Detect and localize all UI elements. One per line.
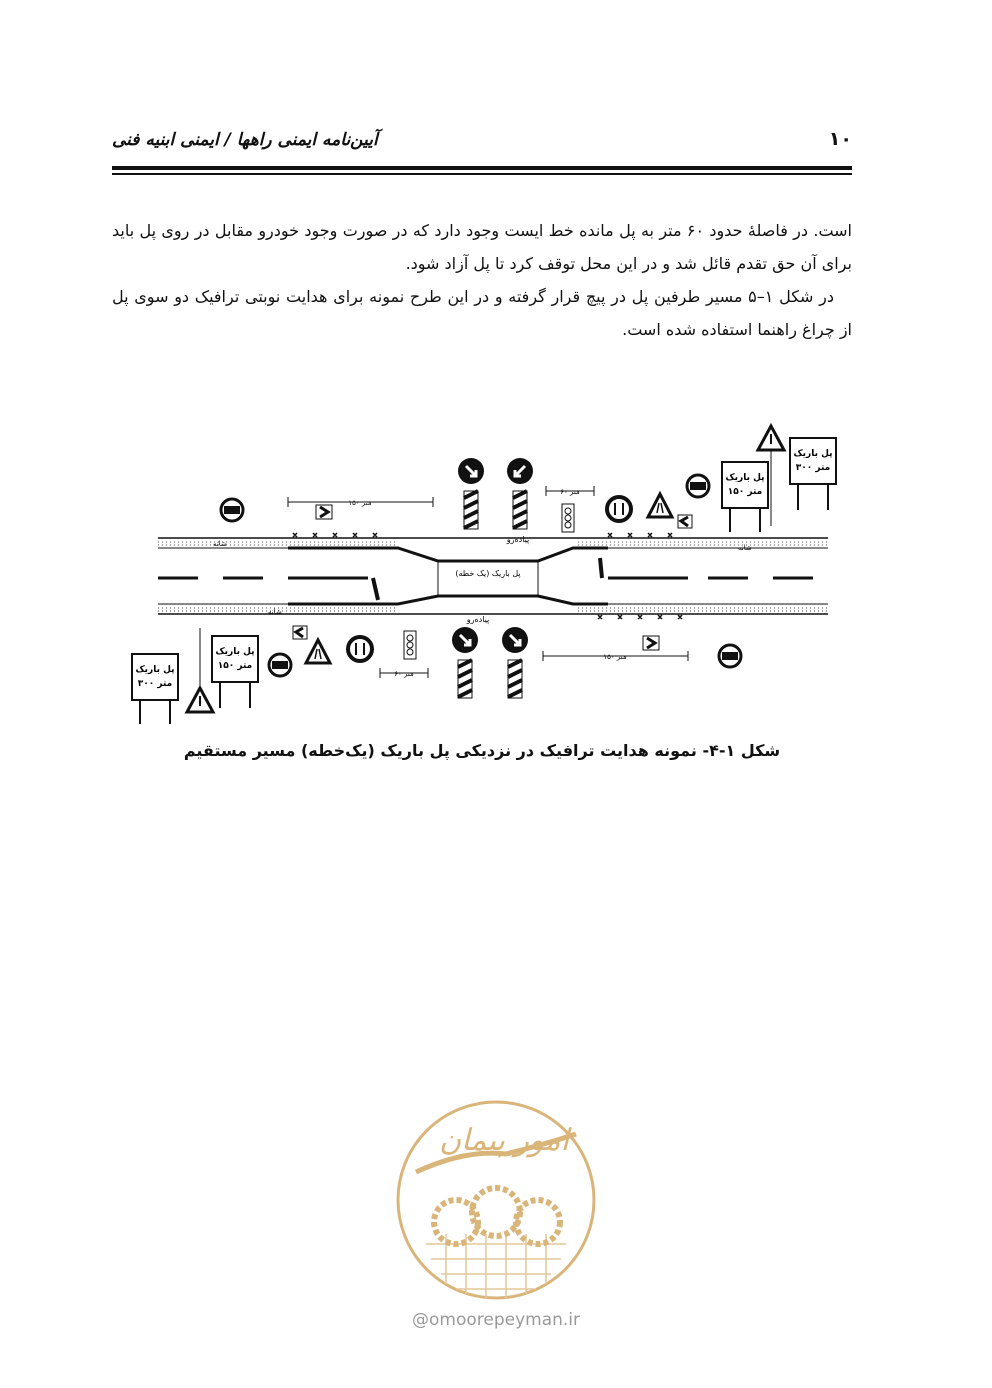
narrow-road-warning-bottom xyxy=(306,640,330,663)
dim-60-bottom-label: ۶۰ متر xyxy=(394,670,414,678)
shoulder-label-bottom: شانه xyxy=(268,608,282,616)
header-rule-thick xyxy=(112,166,852,170)
chevron-sign-top-left xyxy=(316,505,332,519)
narrow-bridge-300-bottom-line2: ۳۰۰ متر xyxy=(137,679,173,689)
bridge-label: پل باریک (یک خطه) xyxy=(455,569,521,578)
traffic-light-bottom xyxy=(404,631,416,659)
publisher-logo xyxy=(386,1094,606,1344)
narrow-bridge-150-sign-top xyxy=(722,462,768,532)
sidewalk-label-bottom: پیاده‌رو xyxy=(466,615,490,624)
narrow-bridge-150-top-line1: پل باریک xyxy=(725,473,765,483)
narrow-bridge-300-sign-bottom xyxy=(132,654,178,724)
page-number: ۱۰ xyxy=(828,128,852,150)
shoulder-label-top: شانه xyxy=(213,540,227,548)
bridge-traffic-figure xyxy=(128,418,833,730)
narrow-bridge-300-top-line1: پل باریک xyxy=(793,449,833,459)
page-header xyxy=(112,128,852,158)
priority-sign-bottom xyxy=(348,637,372,661)
dim-150-top-label: ۱۵۰ متر xyxy=(348,499,372,507)
narrow-bridge-300-sign-top xyxy=(790,438,836,510)
no-overtaking-sign-bottom-right xyxy=(719,645,741,667)
no-overtaking-sign-top-right xyxy=(687,475,709,497)
sidewalk-label-top: پیاده‌رو xyxy=(506,535,530,544)
logo-seal-icon xyxy=(386,1094,606,1306)
narrow-bridge-150-top-line2: ۱۵۰ متر xyxy=(727,487,763,497)
narrow-bridge-150-bottom-line1: پل باریک xyxy=(215,647,255,657)
general-warning-sign-bottom xyxy=(187,628,213,712)
paragraph-1: است. در فاصلهٔ حدود ۶۰ متر به پل مانده خط ایست وجود دارد که در صورت وجود خودرو مقابل در روی پل باید برای آن حق تقدم قائل شد و در این محل توقف کرد تا پل آزاد شود. xyxy=(112,221,853,273)
dim-150-bottom-label: ۱۵۰ متر xyxy=(603,653,627,661)
logo-website: @omoorepeyman.ir xyxy=(411,1310,581,1330)
narrow-bridge-150-sign-bottom xyxy=(212,636,258,708)
keep-left-sign-right-top xyxy=(507,458,533,529)
body-text xyxy=(112,214,852,346)
no-overtaking-sign-top-left xyxy=(221,499,243,521)
priority-sign-top xyxy=(607,497,631,521)
traffic-light-top xyxy=(562,504,574,532)
keep-right-sign-left-top xyxy=(458,458,484,529)
chevron-sign-top-right xyxy=(678,515,692,528)
chevron-sign-bottom-left xyxy=(293,626,307,639)
dim-60-top-label: ۶۰ متر xyxy=(560,488,580,496)
logo-text: امور پیمان xyxy=(439,1123,569,1158)
shoulder-label-right: شانه xyxy=(738,544,752,552)
narrow-bridge-300-top-line2: ۳۰۰ متر xyxy=(795,463,831,473)
keep-left-sign-right-bottom xyxy=(502,627,528,698)
no-overtaking-sign-bottom-left xyxy=(269,654,291,676)
figure-caption: شکل ۱-۴- نمونه هدایت ترافیک در نزدیکی پل باریک (یک‌خطه) مسیر مستقیم xyxy=(183,741,781,760)
chevron-sign-bottom-right xyxy=(643,636,659,650)
narrow-road-warning-top xyxy=(648,494,672,517)
header-rule-thin xyxy=(112,173,852,175)
narrow-bridge-300-bottom-line1: پل باریک xyxy=(135,665,175,675)
running-title: آیین‌نامه ایمنی راهها / ایمنی ابنیه فنی xyxy=(112,130,378,150)
paragraph-2: در شکل ۱–۵ مسیر طرفین پل در پیچ قرار گرفته و در این طرح نمونه برای هدایت نوبتی ترافیک دو سوی پل از چراغ راهنما استفاده شده است. xyxy=(112,287,852,339)
keep-right-sign-left-bottom xyxy=(452,627,478,698)
narrow-bridge-150-bottom-line2: ۱۵۰ متر xyxy=(217,661,253,671)
